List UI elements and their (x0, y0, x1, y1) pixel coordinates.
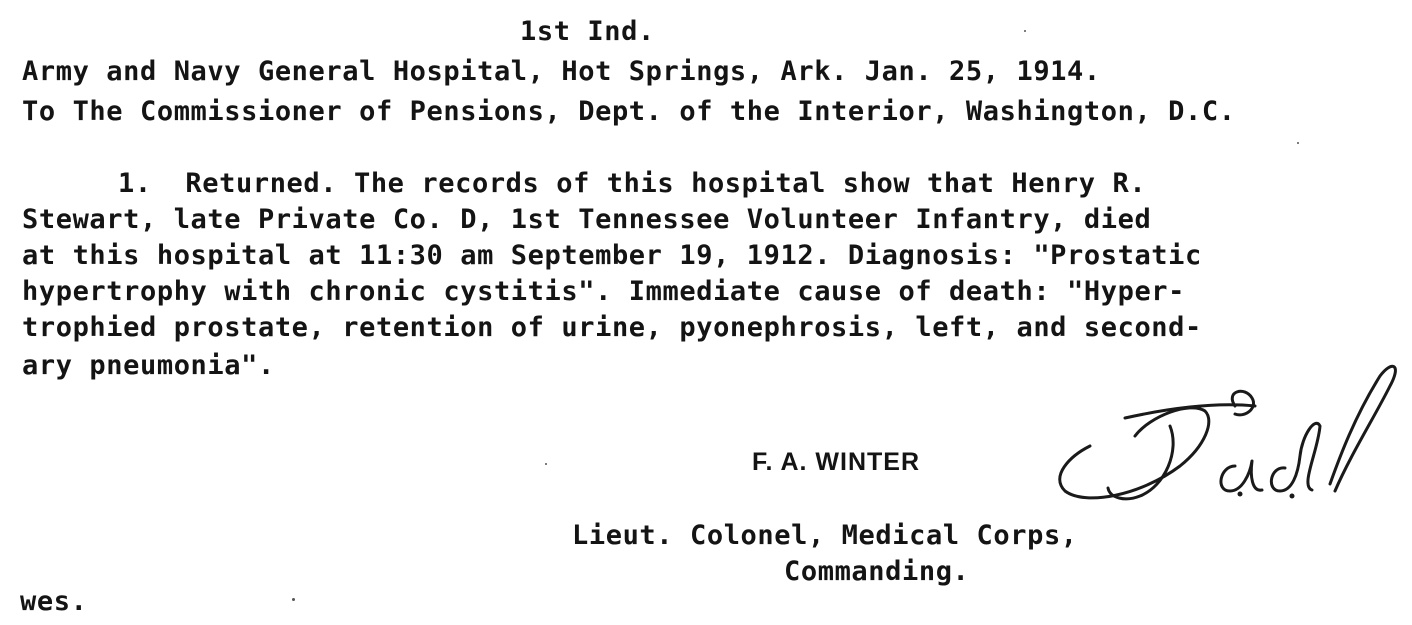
body-line: at this hospital at 11:30 am September 19, 1912. Diagnosis: "Prostatic (22, 240, 1202, 271)
body-line: trophied prostate, retention of urine, pyonephrosis, left, and second- (22, 312, 1202, 343)
body-line: Stewart, late Private Co. D, 1st Tennessee Volunteer Infantry, died (22, 204, 1152, 235)
endorsement-heading: 1st Ind. (520, 16, 655, 47)
body-line: ary pneumonia". (22, 350, 275, 381)
paper-speck (292, 598, 295, 601)
paper-speck (1024, 30, 1026, 32)
to-line: To The Commissioner of Pensions, Dept. of the Interior, Washington, D.C. (22, 96, 1236, 127)
signer-title: Lieut. Colonel, Medical Corps, (572, 520, 1078, 551)
paper-speck (1297, 142, 1299, 144)
body-line: 1. Returned. The records of this hospital show that Henry R. (118, 168, 1147, 199)
from-line: Army and Navy General Hospital, Hot Springs, Ark. Jan. 25, 1914. (22, 56, 1101, 87)
signer-name: F. A. WINTER (752, 448, 921, 476)
typist-initials: wes. (20, 586, 88, 617)
signature-icon (1030, 356, 1400, 516)
signer-role: Commanding. (784, 556, 970, 587)
paper-speck (545, 463, 547, 465)
body-line: hypertrophy with chronic cystitis". Immediate cause of death: "Hyper- (22, 276, 1186, 307)
